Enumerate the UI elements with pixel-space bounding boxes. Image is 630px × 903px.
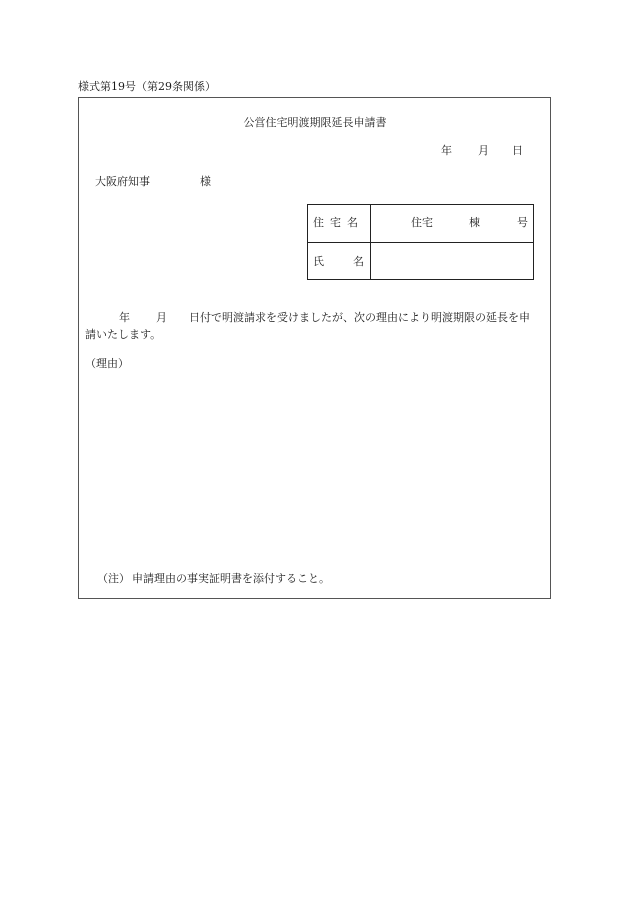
housing-value-building: 棟 bbox=[469, 216, 480, 229]
date-month: 月 bbox=[478, 144, 489, 157]
addressee-honorific: 様 bbox=[200, 175, 211, 188]
applicant-name-label-second: 名 bbox=[353, 255, 364, 268]
form-title: 公営住宅明渡期限延長申請書 bbox=[243, 116, 387, 129]
housing-value-number: 号 bbox=[517, 216, 528, 229]
request-date-year: 年 bbox=[119, 311, 130, 324]
body-text-line-2: 請いたします。 bbox=[85, 328, 162, 341]
form-frame bbox=[78, 97, 551, 599]
applicant-name-label-first: 氏 bbox=[313, 255, 324, 268]
housing-value-housing: 住宅 bbox=[411, 216, 433, 229]
date-year: 年 bbox=[441, 144, 452, 157]
table-column-divider bbox=[370, 205, 371, 279]
note-text: 申請理由の事実証明書を添付すること。 bbox=[132, 572, 330, 585]
form-number-label: 様式第19号（第29条関係） bbox=[78, 80, 216, 93]
body-text-line-1: 日付で明渡請求を受けましたが、次の理由により明渡期限の延長を申 bbox=[189, 311, 530, 324]
table-row-divider bbox=[308, 242, 533, 243]
addressee: 大阪府知事 bbox=[95, 175, 150, 188]
housing-name-label: 住宅名 bbox=[313, 216, 364, 229]
reason-label: （理由） bbox=[85, 357, 129, 370]
date-day: 日 bbox=[512, 144, 523, 157]
note-label: （注） bbox=[97, 572, 130, 585]
request-date-month: 月 bbox=[156, 311, 167, 324]
